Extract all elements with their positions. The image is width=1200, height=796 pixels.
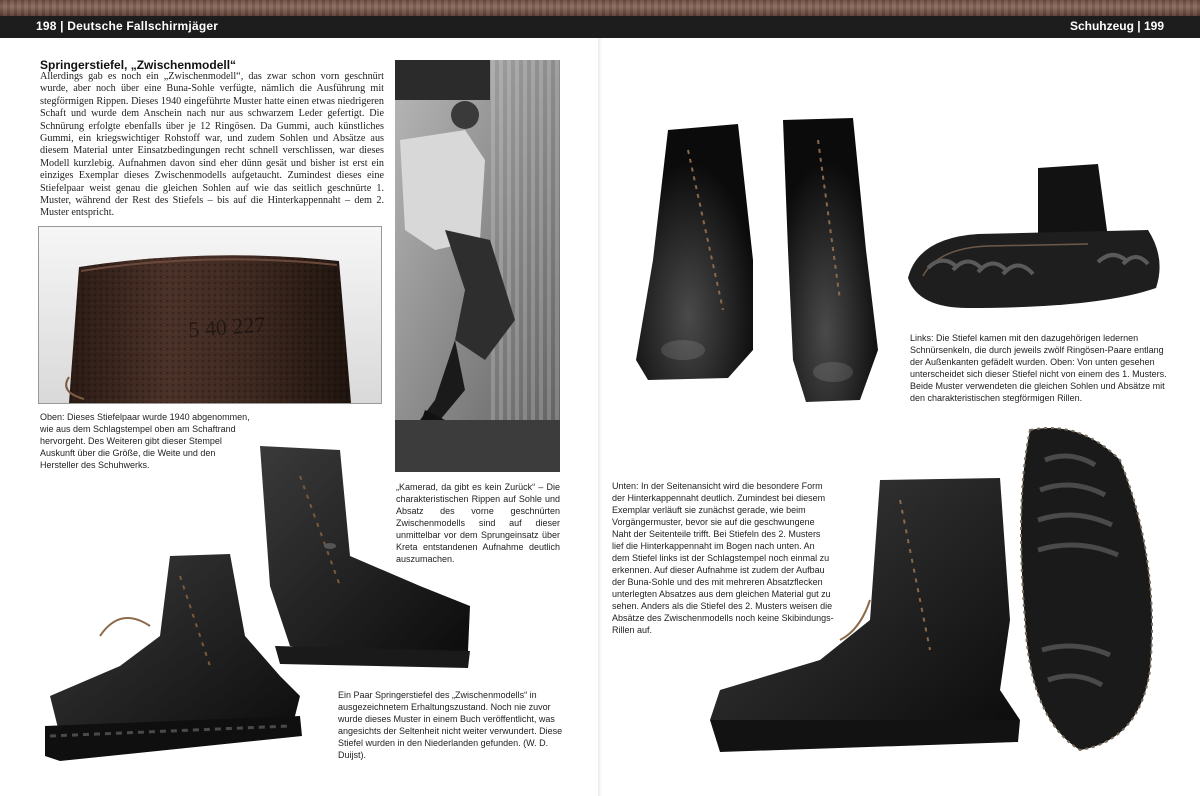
decorative-leather-band (0, 0, 1200, 16)
historical-paratrooper-photo (395, 60, 560, 472)
laces-caption: Links: Die Stiefel kamen mit den dazugehörigen ledernen Schnürsenkeln, die durch jeweils zwölf Ringösen-Paare entlang der Außenkanten gefädelt wurden. Oben: Von unten gesehen unterscheidet sich dieser Stiefel nicht von einem des 1. Musters. Beide Muster verwendeten die gleichen Sohlen und Absätze mit den charakteristischen stegförmigen Rillen. (910, 333, 1167, 403)
svg-text:5 40 227: 5 40 227 (187, 311, 267, 342)
body-text: Allerdings gab es noch ein „Zwischenmodell“, das zwar schon vorn geschnürt wurde, aber noch über eine Buna-Sohle verfügte, nämlich die Ausführung mit stegförmigen Rippen. Dieses 1940 eingeführte Muster hatte einen etwas niedrigeren Schaft und wurde dem Anschein nach nur aus schwarzem Leder gefertigt. Die Schnürung erfolgte ebenfalls über je 12 Ringösen. Da Gummi, auch künstliches Gummi, ein kriegswichtiger Rohstoff war, und zudem Sohlen und Absätze aus diesem Material unter Einsatzbedingungen recht schnell verschlissen, war dieses Modell kurzlebig. Aufnahmen davon sind eher dünn gesät und bisher ist erst ein einziges Exemplar dieses Zwischenmodells aufgetaucht. Zumindest dieses eine Stiefelpaar weist genau die gleichen Sohlen auf wie das seitlich geschnürte 1. Muster, während der Rest des Stiefels – bis auf die Hinterkappennaht – dem 2. Muster entspricht. (40, 71, 384, 219)
section-title: Springerstiefel, „Zwischenmodell“ (40, 58, 237, 72)
page-gutter (598, 38, 602, 796)
boot-sole-photo (898, 158, 1166, 318)
kamerad-caption: „Kamerad, da gibt es kein Zurück“ – Die charakteristischen Rippen auf Sohle und Absatz des vorne geschnürten Zwischenmodells sind auf dieser unmittelbar vor dem Sprungeinsatz über Kreta entstandenen Aufnahme deutlich auszumachen. (396, 482, 560, 564)
boot-pair-caption: Ein Paar Springerstiefel des „Zwischenmodells“ in ausgezeichnetem Erhaltungszustand. Noch nie zuvor wurde dieses Muster in einem Buch veröffentlicht, was angesichts der Seltenheit nicht weiter verwundert. Diese Stiefel wurden in den Niederlanden gefunden. (W. D. Duijst). (338, 690, 563, 760)
stamp-closeup-photo (38, 226, 382, 404)
left-page-folio: 198 | Deutsche Fallschirmjäger (36, 19, 219, 33)
stamp-caption: Oben: Dieses Stiefelpaar wurde 1940 abgenommen, wie aus dem Schlagstempel oben am Schaftrand hervorgeht. Des Weiteren gibt dieser Stempel Auskunft über die Größe, die Weite und den Hersteller des Schuhwerks. (40, 412, 250, 470)
boots-front-view-photo (628, 110, 886, 410)
right-page-folio: Schuhzeug | 199 (1069, 19, 1164, 33)
side-view-caption: Unten: In der Seitenansicht wird die besondere Form der Hinterkappennaht deutlich. Zumindest bei diesem Exemplar verläuft sie zunächst gerade, wie beim Vorgängermuster, bevor sie auf die geschwungene Naht der Seitenteile trifft. Bei Stiefeln des 2. Musters lief die Hinterkappennaht im Bogen nach unten. An dem Stiefel links ist der Schlagstempel noch einmal zu erkennen. Auf dieser Aufnahme ist zudem der Aufbau der Buna-Sohle und des mit mehreren Absatzflecken unterlegten Absatzes aus dem gleichen Material gut zu sehen. Anders als die Stiefel des 2. Musters weisen die Absätze des Zwischenmodells noch keine Skibindungs-Rillen auf. (612, 481, 834, 635)
boot-side-view-photo (700, 420, 1180, 770)
